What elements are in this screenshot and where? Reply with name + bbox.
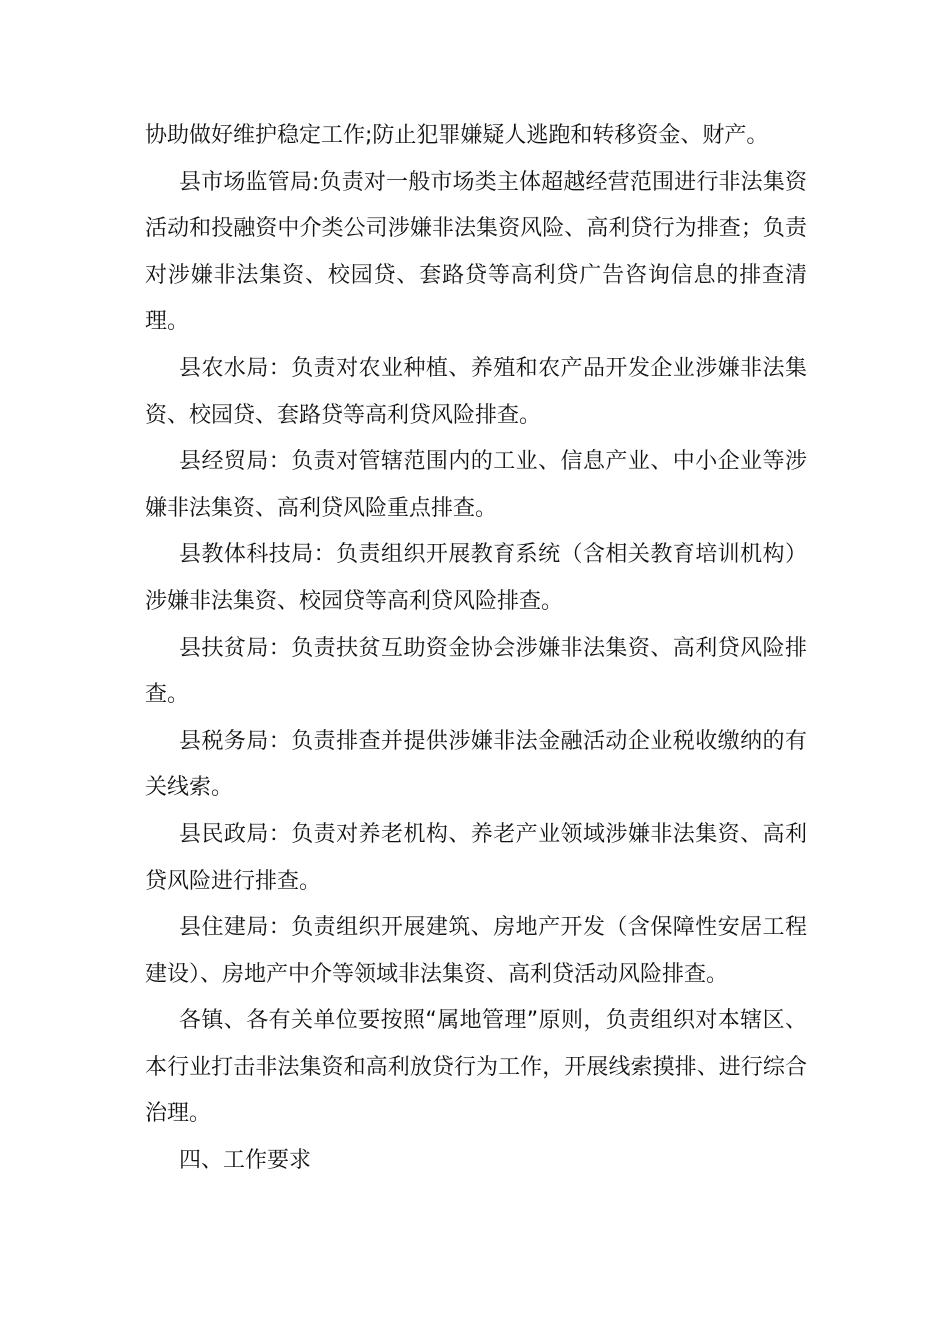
paragraph-taxation: 县税务局：负责排查并提供涉嫌非法金融活动企业税收缴纳的有关线索。 (145, 728, 807, 801)
paragraph-civil-affairs: 县民政局：负责对养老机构、养老产业领域涉嫌非法集资、高利贷风险进行排查。 (145, 821, 807, 894)
paragraph-continuation: 协助做好维护稳定工作;防止犯罪嫌疑人逃跑和转移资金、财产。 (145, 123, 769, 148)
paragraph-towns-units: 各镇、各有关单位要按照“属地管理”原则，负责组织对本辖区、本行业打击非法集资和高利放贷行为工作，开展线索摸排、进行综合治理。 (145, 1008, 807, 1127)
document-body (145, 113, 807, 1185)
paragraph-market-supervision: 县市场监管局:负责对一般市场类主体超越经营范围进行非法集资活动和投融资中介类公司涉嫌非法集资风险、高利贷行为排查；负责对涉嫌非法集资、校园贷、套路贷等高利贷广告咨询信息的排查清理。 (145, 169, 807, 335)
paragraph-agriculture-water: 县农水局：负责对农业种植、养殖和农产品开发企业涉嫌非法集资、校园贷、套路贷等高利贷风险排查。 (145, 355, 807, 428)
paragraph-housing-construction: 县住建局：负责组织开展建筑、房地产开发（含保障性安居工程建设）、房地产中介等领域非法集资、高利贷活动风险排查。 (145, 915, 807, 987)
paragraph-economy-trade: 县经贸局：负责对管辖范围内的工业、信息产业、中小企业等涉嫌非法集资、高利贷风险重点排查。 (145, 449, 807, 521)
section-heading-work-requirements: 四、工作要求 (179, 1148, 312, 1174)
paragraph-education-sports: 县教体科技局：负责组织开展教育系统（含相关教育培训机构）涉嫌非法集资、校园贷等高利贷风险排查。 (145, 542, 807, 614)
paragraph-poverty-alleviation: 县扶贫局：负责扶贫互助资金协会涉嫌非法集资、高利贷风险排查。 (145, 635, 807, 708)
